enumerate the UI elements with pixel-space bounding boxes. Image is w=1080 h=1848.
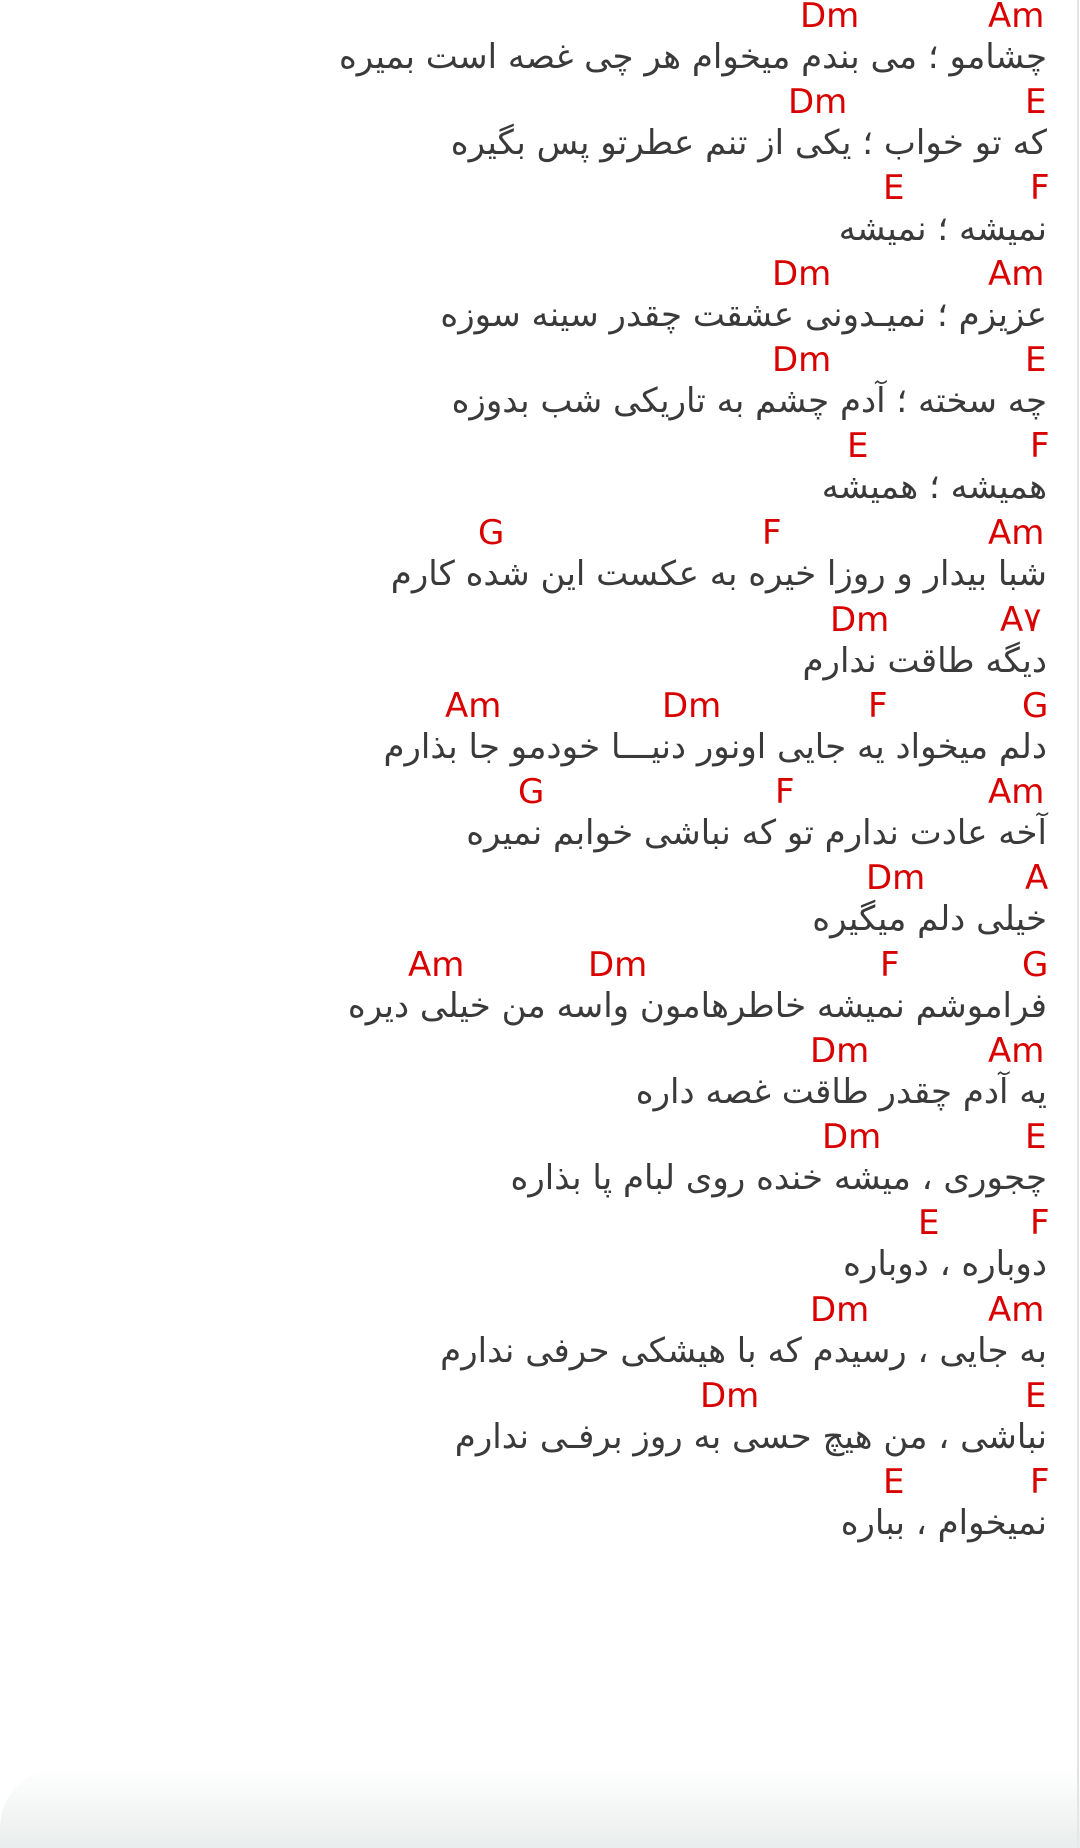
- chord-label: Am: [988, 772, 1045, 812]
- chord-label: E: [1025, 1117, 1047, 1157]
- chord-label: G: [518, 772, 545, 812]
- lyric-line: چشامو ؛ می بندم میخوام هر چی غصه است بمیره: [338, 37, 1047, 77]
- scrollbar-track[interactable]: [1077, 0, 1079, 1848]
- lyric-line: به جایی ، رسیدم که با هیشکی حرفی ندارم: [440, 1331, 1047, 1371]
- lyric-line: نمیشه ؛ نمیشه: [838, 209, 1047, 249]
- chord-label: E: [1025, 340, 1047, 380]
- chord-label: E: [883, 1462, 905, 1502]
- chord-label: Dm: [822, 1117, 882, 1157]
- lyric-line: چه سخته ؛ آدم چشم به تاریکی شب بدوزه: [451, 381, 1047, 421]
- chord-label: Am: [988, 1290, 1045, 1330]
- chord-label: G: [1022, 945, 1049, 985]
- lyric-line: که تو خواب ؛ یکی از تنم عطرتو پس بگیره: [450, 123, 1047, 163]
- chord-label: Am: [988, 513, 1045, 553]
- chord-label: Dm: [830, 600, 890, 640]
- chord-label: Dm: [788, 82, 848, 122]
- lyric-line: دوباره ، دوباره: [843, 1244, 1047, 1284]
- chord-label: Dm: [700, 1376, 760, 1416]
- lyric-line: یه آدم چقدر طاقت غصه داره: [635, 1072, 1047, 1112]
- chord-label: Dm: [772, 254, 832, 294]
- chord-label: A۷: [1000, 600, 1042, 640]
- lyric-line: نمیخوام ، بباره: [840, 1503, 1047, 1543]
- chord-label: F: [1030, 1203, 1050, 1243]
- chord-label: E: [883, 168, 905, 208]
- chord-label: Am: [988, 254, 1045, 294]
- lyric-line: همیشه ؛ همیشه: [821, 467, 1047, 507]
- chord-label: Am: [988, 0, 1045, 36]
- chord-label: F: [762, 513, 782, 553]
- chord-label: Dm: [810, 1031, 870, 1071]
- chord-label: F: [880, 945, 900, 985]
- chord-label: E: [1025, 82, 1047, 122]
- chord-label: E: [918, 1203, 940, 1243]
- chord-label: Dm: [588, 945, 648, 985]
- lyric-line: عزیزم ؛ نمیـدونی عشقت چقدر سینه سوزه: [440, 295, 1047, 335]
- chord-label: Dm: [772, 340, 832, 380]
- chord-label: F: [775, 772, 795, 812]
- chord-label: F: [868, 686, 888, 726]
- lyric-line: شبا بیدار و روزا خیره به عکست این شده کارم: [390, 554, 1047, 594]
- chord-label: G: [478, 513, 505, 553]
- chord-label: Am: [988, 1031, 1045, 1071]
- chord-label: F: [1030, 1462, 1050, 1502]
- chord-label: Dm: [662, 686, 722, 726]
- chord-label: Dm: [810, 1290, 870, 1330]
- chord-label: A: [1025, 858, 1049, 898]
- lyric-line: دلم میخواد یه جایی اونور دنیـــا خودمو جا بذارم: [383, 727, 1047, 767]
- lyric-line: چجوری ، میشه خنده روی لبام پا بذاره: [510, 1158, 1047, 1198]
- lyric-line: خیلی دلم میگیره: [812, 899, 1047, 939]
- lyric-line: نباشی ، من هیچ حسی به روز برفـی ندارم: [454, 1417, 1047, 1457]
- bottom-shadow: [0, 1768, 1080, 1848]
- chord-label: Am: [445, 686, 502, 726]
- chord-label: F: [1030, 426, 1050, 466]
- chord-label: Am: [408, 945, 465, 985]
- lyric-line: فراموشم نمیشه خاطرهامون واسه من خیلی دیره: [347, 986, 1047, 1026]
- chord-label: E: [1025, 1376, 1047, 1416]
- chord-label: Dm: [800, 0, 860, 36]
- chord-label: E: [847, 426, 869, 466]
- chord-label: G: [1022, 686, 1049, 726]
- chord-label: F: [1030, 168, 1050, 208]
- lyric-line: آخه عادت ندارم تو که نباشی خوابم نمیره: [466, 813, 1047, 853]
- lyric-line: دیگه طاقت ندارم: [802, 641, 1047, 681]
- chord-label: Dm: [866, 858, 926, 898]
